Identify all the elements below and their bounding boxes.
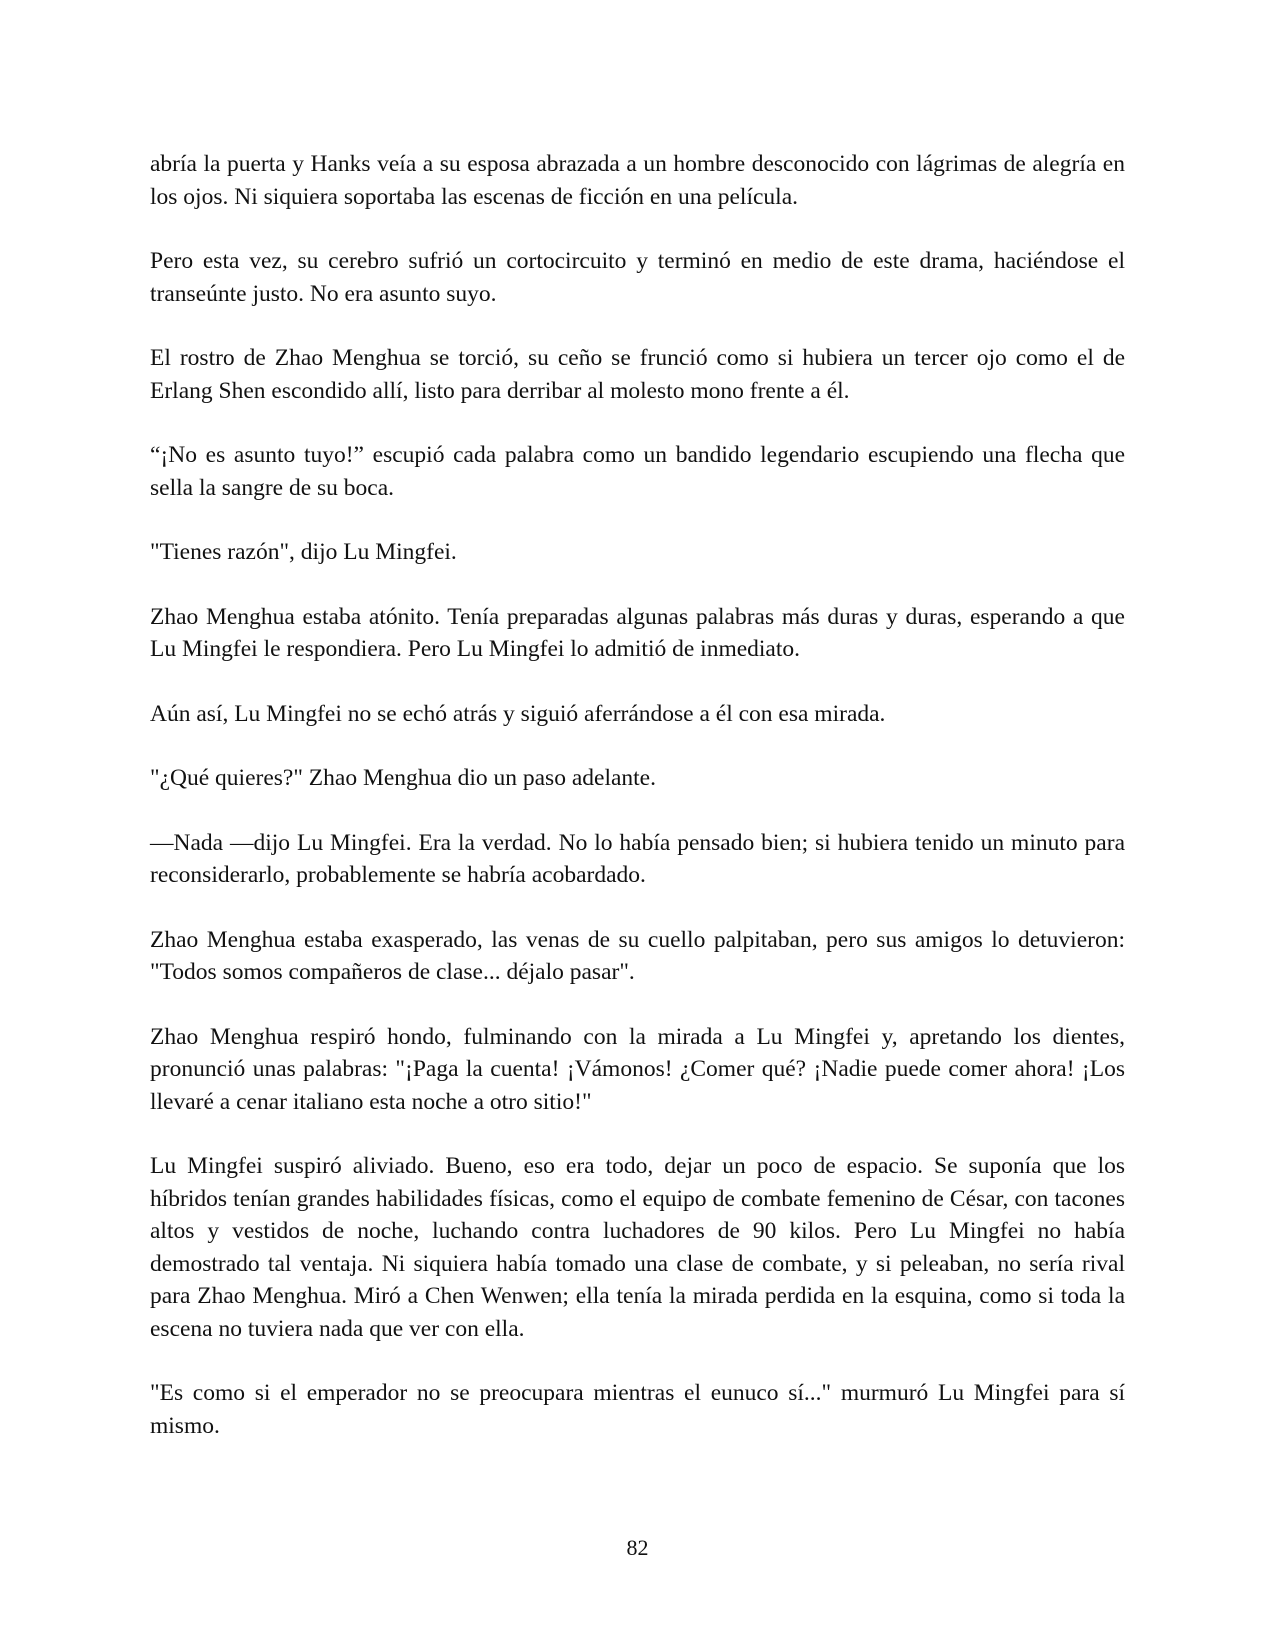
- paragraph-11: Zhao Menghua respiró hondo, fulminando con la mirada a Lu Mingfei y, apretando los dientes, pronunció unas palabras: "¡Paga la cuenta! ¡Vámonos! ¿Comer qué? ¡Nadie puede comer ahora! ¡Los llevaré a cenar italiano esta noche a otro sitio!": [150, 1023, 1125, 1115]
- paragraph-1: abría la puerta y Hanks veía a su esposa abrazada a un hombre desconocido con lágrimas de alegría en los ojos. Ni siquiera soportaba las escenas de ficción en una película.: [150, 151, 1125, 210]
- body-text: [150, 148, 1125, 1474]
- paragraph-13: "Es como si el emperador no se preocupara mientras el eunuco sí..." murmuró Lu Mingfei para sí mismo.: [150, 1380, 1125, 1439]
- paragraph-9: —Nada —dijo Lu Mingfei. Era la verdad. No lo había pensado bien; si hubiera tenido un minuto para reconsiderarlo, probablemente se habría acobardado.: [150, 829, 1125, 888]
- paragraph-4: “¡No es asunto tuyo!” escupió cada palabra como un bandido legendario escupiendo una flecha que sella la sangre de su boca.: [150, 442, 1125, 501]
- paragraph-6: Zhao Menghua estaba atónito. Tenía preparadas algunas palabras más duras y duras, esperando a que Lu Mingfei le respondiera. Pero Lu Mingfei lo admitió de inmediato.: [150, 603, 1125, 662]
- page-number: 82: [626, 1535, 649, 1560]
- paragraph-5: "Tienes razón", dijo Lu Mingfei.: [150, 539, 457, 565]
- paragraph-10: Zhao Menghua estaba exasperado, las venas de su cuello palpitaban, pero sus amigos lo detuvieron: "Todos somos compañeros de clase... déjalo pasar".: [150, 926, 1125, 985]
- paragraph-3: El rostro de Zhao Menghua se torció, su ceño se frunció como si hubiera un tercer ojo como el de Erlang Shen escondido allí, listo para derribar al molesto mono frente a él.: [150, 345, 1125, 404]
- paragraph-2: Pero esta vez, su cerebro sufrió un cortocircuito y terminó en medio de este drama, haciéndose el transeúnte justo. No era asunto suyo.: [150, 248, 1125, 307]
- paragraph-7: Aún así, Lu Mingfei no se echó atrás y siguió aferrándose a él con esa mirada.: [150, 700, 886, 727]
- paragraph-12: Lu Mingfei suspiró aliviado. Bueno, eso era todo, dejar un poco de espacio. Se suponía que los híbridos tenían grandes habilidades físicas, como el equipo de combate femenino de César, con tacones altos y vestidos de noche, luchando contra luchadores de 90 kilos. Pero Lu Mingfei no había demostrado tal ventaja. Ni siquiera había tomado una clase de combate, y si peleaban, no sería rival para Zhao Menghua. Miró a Chen Wenwen; ella tenía la mirada perdida en la esquina, como si toda la escena no tuviera nada que ver con ella.: [150, 1153, 1125, 1342]
- paragraph-8: "¿Qué quieres?" Zhao Menghua dio un paso adelante.: [150, 765, 656, 791]
